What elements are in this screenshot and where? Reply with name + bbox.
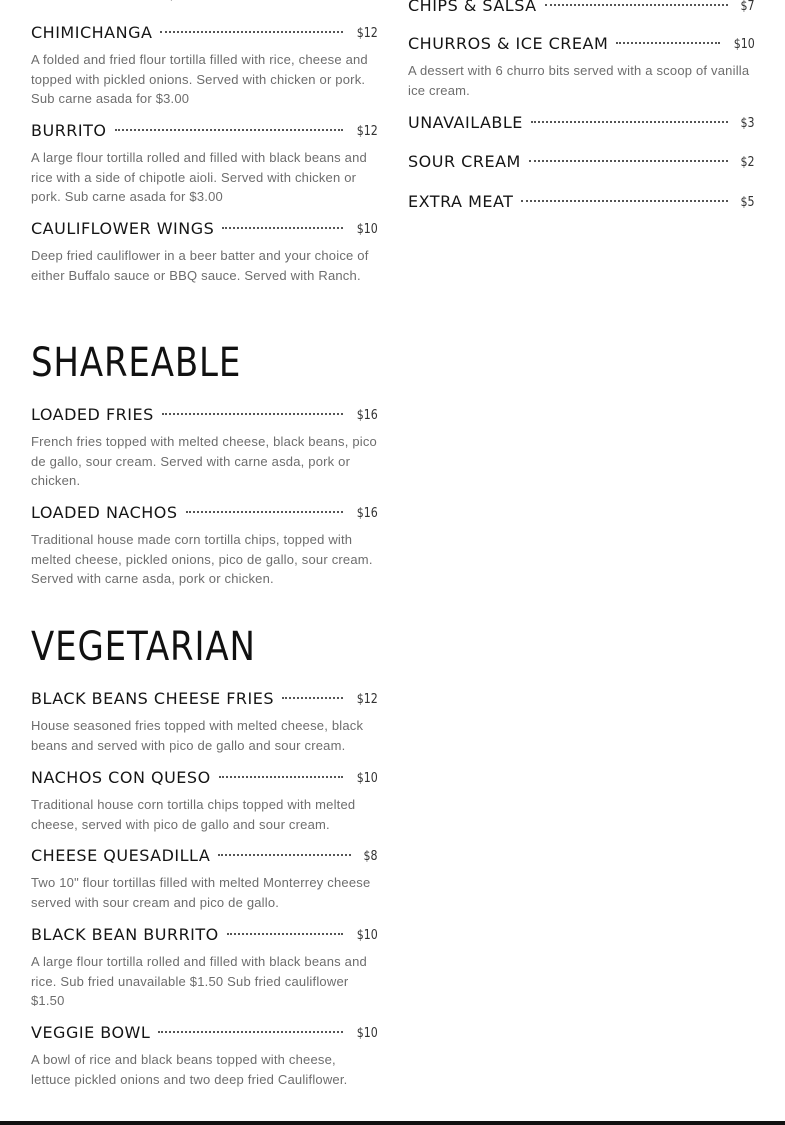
leader-dots (115, 129, 344, 131)
menu-item-chips-salsa[interactable] (408, 0, 755, 17)
item-name: LOADED NACHOS (31, 503, 178, 522)
item-description: Deep fried cauliflower in a beer batter and your choice of either Buffalo sauce or BBQ sauce. Served with Ranch. (31, 248, 369, 283)
leader-dots (162, 413, 343, 415)
item-price: $16 (356, 407, 378, 423)
leader-dots (186, 511, 344, 513)
menu-item-burrito[interactable] (31, 120, 378, 207)
item-price: $12 (356, 123, 378, 139)
menu-item-loaded-fries[interactable] (31, 404, 378, 491)
leader-dots (219, 776, 344, 778)
leader-dots (529, 160, 729, 162)
item-name: CAULIFLOWER WINGS (31, 219, 215, 238)
item-description-fragment (31, 0, 200, 4)
leader-dots (160, 31, 343, 33)
item-description: House seasoned fries topped with melted cheese, black beans and served with pico de gallo and sour cream. (31, 718, 364, 753)
menu-item-veggie-bowl[interactable] (31, 1022, 378, 1089)
item-name: CHURROS & ICE CREAM (408, 34, 609, 53)
menu-item-unavailable[interactable] (408, 112, 755, 134)
item-price: $8 (363, 848, 378, 864)
menu-item-cauliflower-wings[interactable] (31, 218, 378, 285)
menu-item-chimichanga[interactable] (31, 22, 378, 109)
item-price: $10 (356, 927, 378, 943)
item-price: $7 (740, 0, 755, 14)
item-name: CHIPS & SALSA (408, 0, 537, 15)
leader-dots (158, 1031, 343, 1033)
item-price: $10 (356, 770, 378, 786)
item-description: A large flour tortilla rolled and filled with black beans and rice. Sub fried unavailable $1.50 Sub fried cauliflower $1.50 (31, 954, 367, 1008)
item-name: SOUR CREAM (408, 152, 521, 171)
menu-item-extra-meat[interactable] (408, 191, 755, 213)
leader-dots (222, 227, 343, 229)
item-description: A dessert with 6 churro bits served with a scoop of vanilla ice cream. (408, 63, 750, 98)
item-description: Two 10" flour tortillas filled with melted Monterrey cheese served with sour cream and pico de gallo. (31, 875, 371, 910)
item-name: CHIMICHANGA (31, 23, 153, 42)
item-description: A folded and fried flour tortilla filled with rice, cheese and topped with pickled onions. Served with chicken or pork. Sub carne asada for $3.00 (31, 52, 368, 106)
menu-item-churros-ice-cream[interactable] (408, 33, 755, 100)
item-price: $10 (356, 1025, 378, 1041)
item-price: $12 (356, 25, 378, 41)
item-description: A large flour tortilla rolled and filled with black beans and rice with a side of chipotle aioli. Served with chicken or pork. Sub carne asada for $3.00 (31, 150, 367, 204)
leader-dots (218, 854, 351, 856)
item-name: BLACK BEANS CHEESE FRIES (31, 689, 274, 708)
item-description: Traditional house corn tortilla chips topped with melted cheese, served with pico de gallo and sour cream. (31, 797, 356, 832)
item-name: BURRITO (31, 121, 107, 140)
section-title-shareable: SHAREABLE (31, 340, 242, 386)
menu-item-nachos-con-queso[interactable] (31, 767, 378, 834)
item-price: $12 (356, 691, 378, 707)
leader-dots (282, 697, 343, 699)
menu-item-cheese-quesadilla[interactable] (31, 845, 378, 912)
leader-dots (227, 933, 343, 935)
item-description: Traditional house made corn tortilla chips, topped with melted cheese, pickled onions, pico de gallo, sour cream. Served with carne asda, pork or chicken. (31, 532, 373, 586)
item-name: EXTRA MEAT (408, 192, 514, 211)
item-price: $16 (356, 505, 378, 521)
item-price: $5 (740, 194, 755, 210)
item-price: $2 (740, 154, 755, 170)
item-name: UNAVAILABLE (408, 113, 523, 132)
item-name: NACHOS CON QUESO (31, 768, 211, 787)
menu-item-sour-cream[interactable] (408, 151, 755, 173)
leader-dots (521, 200, 728, 202)
item-name: LOADED FRIES (31, 405, 154, 424)
item-price: $3 (740, 115, 755, 131)
item-price: $10 (356, 221, 378, 237)
item-name: VEGGIE BOWL (31, 1023, 151, 1042)
menu-item-loaded-nachos[interactable] (31, 502, 378, 589)
bottom-divider (0, 1121, 785, 1125)
leader-dots (531, 121, 729, 123)
menu-item-black-bean-burrito[interactable] (31, 924, 378, 1011)
menu-item-black-beans-cheese-fries[interactable] (31, 688, 378, 755)
item-name: CHEESE QUESADILLA (31, 846, 211, 865)
leader-dots (616, 42, 720, 44)
section-title-vegetarian: VEGETARIAN (31, 624, 256, 670)
item-price: $10 (733, 36, 755, 52)
leader-dots (545, 4, 729, 6)
item-description: French fries topped with melted cheese, black beans, pico de gallo, sour cream. Served with carne asda, pork or chicken. (31, 434, 377, 488)
item-name: BLACK BEAN BURRITO (31, 925, 219, 944)
item-description: A bowl of rice and black beans topped with cheese, lettuce pickled onions and two deep fried Cauliflower. (31, 1052, 348, 1087)
